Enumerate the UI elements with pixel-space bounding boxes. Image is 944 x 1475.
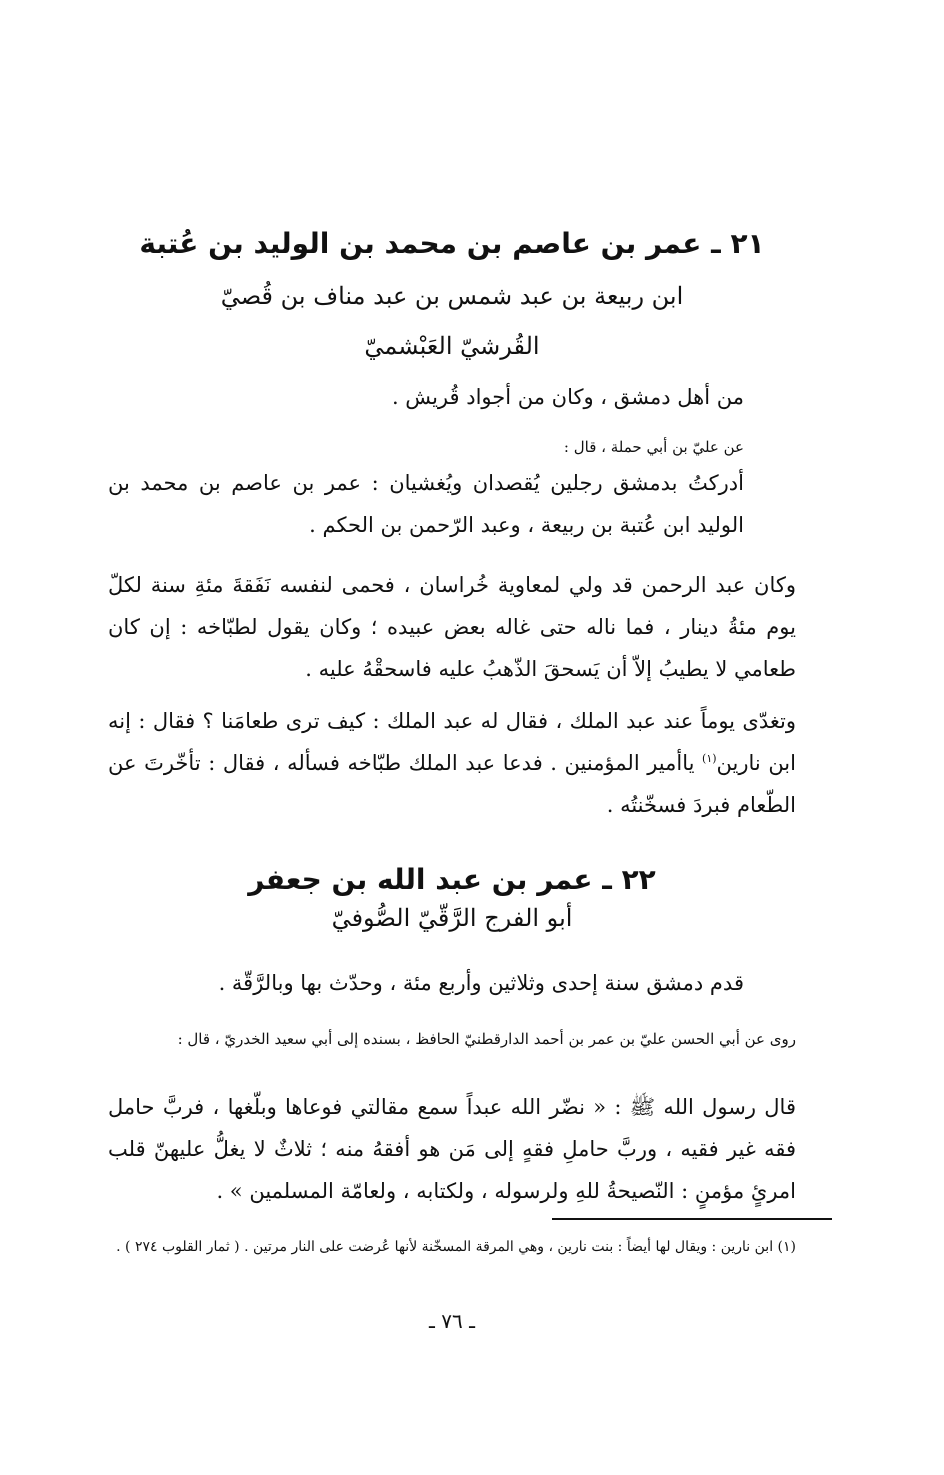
entry-21-intro: من أهل دمشق ، وكان من أجواد قُريش . [391, 385, 744, 409]
entry-21-title: ٢١ ـ عمر بن عاصم بن محمد بن الوليد بن عُتبة [139, 227, 765, 260]
entry-22-title: ٢٢ ـ عمر بن عبد الله بن جعفر [248, 863, 656, 896]
entry-21-para-2: وكان عبد الرحمن قد ولي لمعاوية خُراسان ، فحمى لنفسه نَفَقةَ مئةِ سنة لكلّ يوم مئةُ دينار ، فما ناله حتى غاله بعض عبيده ؛ وكان يقول لطبّاخه : إن كان طعامي لا يطيبُ إلاّ أن يَسحقَ الذّهبُ عليه فاسحقْهُ عليه . [108, 573, 796, 681]
entry-22-subtitle: أبو الفرج الرَّقّيّ الصُّوفيّ [331, 904, 573, 932]
entry-21-nisba: القُرشيّ العَبْشميّ [364, 332, 540, 360]
entry-22-intro: قدم دمشق سنة إحدى وثلاثين وأربع مئة ، وحدّث بها وبالرَّقّة . [218, 971, 744, 995]
entry-21-para-3-text-b: ياأمير المؤمنين . فدعا عبد الملك طبّاخه فسأله ، فقال : تأخّرتَ عن الطّعام فبردَ فسخّنتُه . [108, 751, 796, 817]
page-number: ـ ٧٦ ـ [429, 1309, 475, 1333]
entry-21-isnad: عن عليّ بن أبي حملة ، قال : [563, 438, 744, 456]
entry-21-para-3-text-a: وتغدّى يوماً عند عبد الملك ، فقال له عبد الملك : كيف ترى طعامَنا ؟ فقال : إنه ابن نارين [108, 709, 796, 775]
footnote-ref-1: (١) [702, 752, 717, 765]
entry-22-isnad: روى عن أبي الحسن عليّ بن عمر بن أحمد الدارقطنيّ الحافظ ، بسنده إلى أبي سعيد الخدريّ ، قال : [177, 1030, 796, 1048]
entry-22-hadith: قال رسول الله ﷺ : « نضّر الله عبداً سمع مقالتي فوعاها وبلّغها ، فربَّ حامل فقه غير فقيه ، وربَّ حاملِ فقهٍ إلى مَن هو أفقهُ منه ؛ ثلاثٌ لا يغلُّ عليهنّ قلب امرئٍ مؤمنٍ : النّصيحةُ للهِ ولرسوله ، ولكتابه ، ولعامّة المسلمين » . [108, 1095, 796, 1203]
entry-21-para-3 [108, 700, 796, 826]
footnote-1: (١) ابن نارين : ويقال لها أيضاً : بنت نارين ، وهي المرقة المسخّنة لأنها عُرضت على النار مرتين . ( ثمار القلوب ٢٧٤ ) . [116, 1239, 796, 1255]
entry-21-para-1: أدركتُ بدمشق رجلين يُقصدان ويُغشيان : عمر بن عاصم بن محمد بن الوليد ابن عُتبة بن ربيعة ، وعبد الرّحمن بن الحكم . [108, 471, 744, 537]
entry-21-lineage: ابن ربيعة بن عبد شمس بن عبد مناف بن قُصيّ [220, 282, 684, 310]
footnote-divider [552, 1218, 832, 1220]
